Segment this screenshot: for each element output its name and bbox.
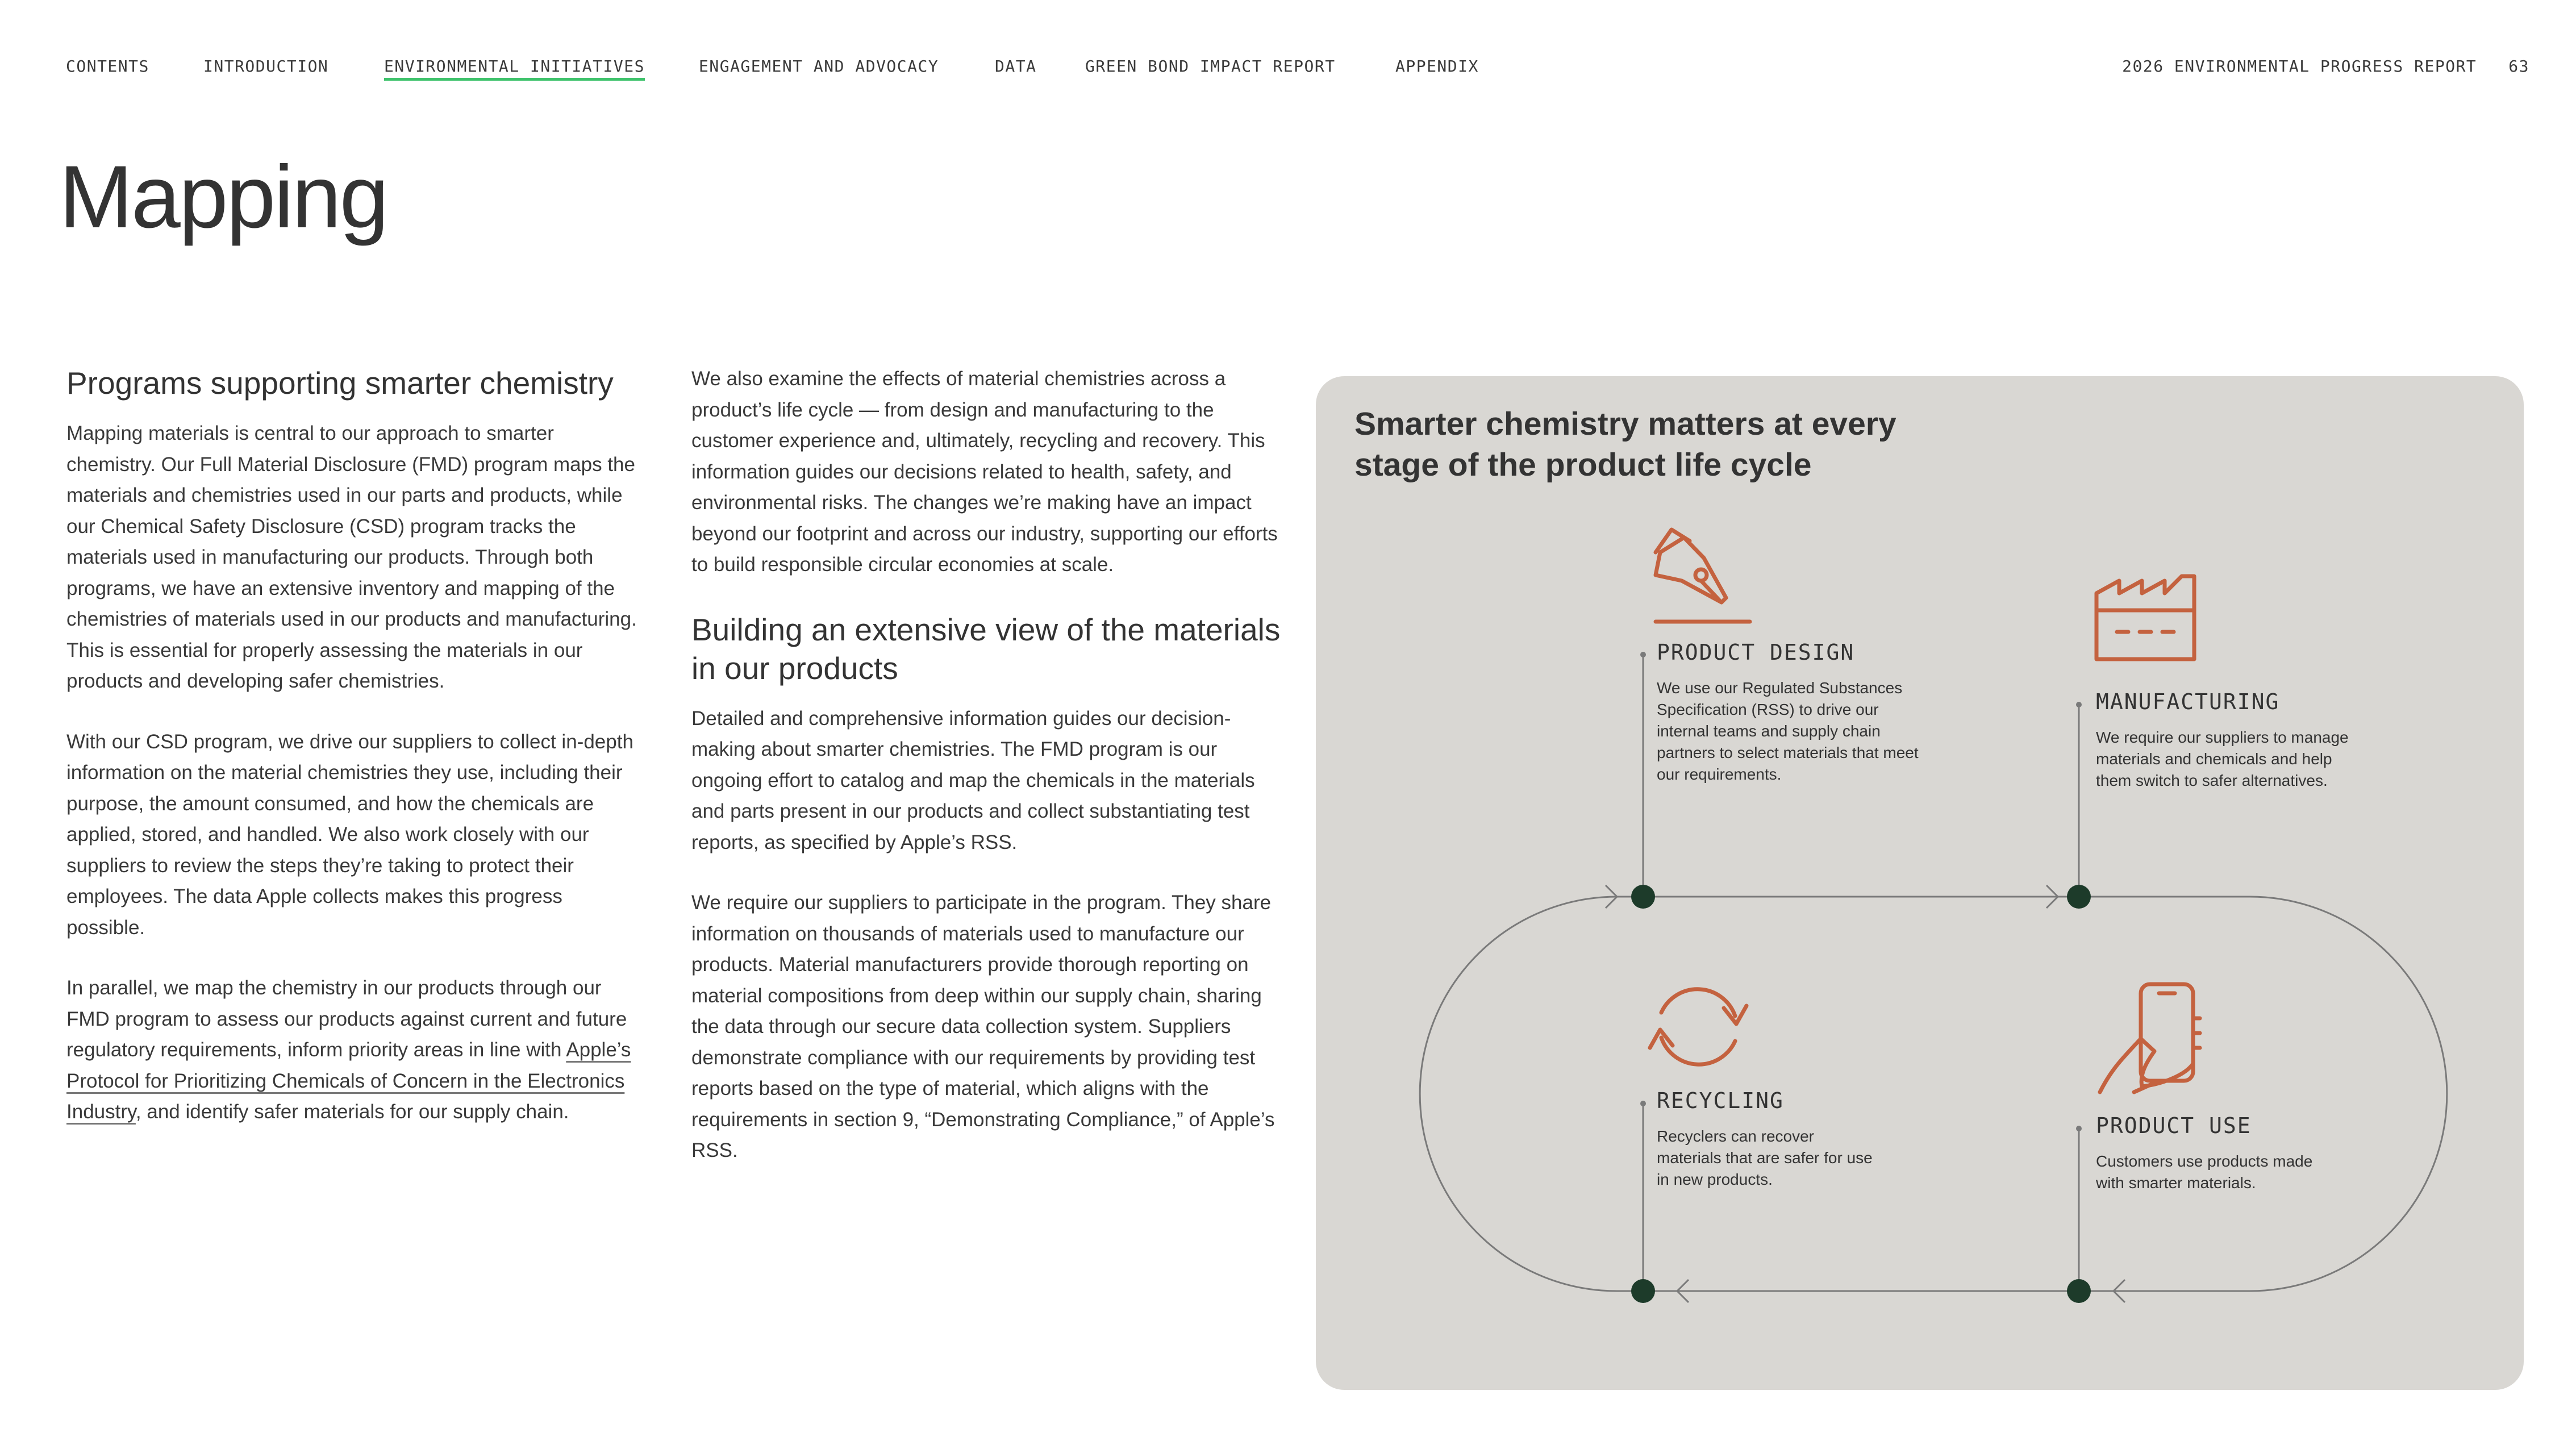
stage-description: We require our suppliers to manage materials and chemicals and help them switch to safer alternatives. <box>2096 728 2349 789</box>
stage-recycling <box>1657 1088 1952 1190</box>
stem-dot <box>2076 1126 2082 1131</box>
stem-dot <box>2076 702 2082 707</box>
programs-paragraph-3 <box>66 973 646 1128</box>
page-number: 63 <box>2508 57 2529 76</box>
panel-title: Smarter chemistry matters at every stage of the product life cycle <box>1354 406 1896 483</box>
stage-label: PRODUCT DESIGN <box>1657 640 1855 665</box>
column-programs <box>66 364 646 1157</box>
programs-paragraph-1: Mapping materials is central to our approach to smarter chemistry. Our Full Material Disclosure (FMD) program maps the materials and chemistries used in our parts and products, while our Chemical Safety Disclosure (CSD) program tracks the materials used in manufacturing our products. Through both programs, we have an extensive inventory and mapping of the chemistries of materials used in our products and manufacturing. This is essential for properly assessing the materials in our products and developing safer chemistries. <box>66 422 637 692</box>
recycle-icon <box>1650 989 1746 1064</box>
column-materials <box>691 364 1282 1196</box>
node-manufacturing <box>2067 885 2091 909</box>
nav-data[interactable]: DATA <box>995 57 1037 76</box>
report-header <box>2090 57 2529 76</box>
stage-product-use <box>2096 1113 2391 1194</box>
life-cycle-panel <box>1316 376 2524 1390</box>
pen-icon <box>1656 530 1750 622</box>
node-product-use <box>2067 1279 2091 1303</box>
paragraph-text: In parallel, we map the chemistry in our products through our FMD program to assess our products against current and future regulatory requirements, inform priority areas in line with <box>66 977 627 1061</box>
stage-label: RECYCLING <box>1657 1088 1784 1113</box>
materials-paragraph-2: We require our suppliers to participate in the program. They share information on thousands of materials used to manufacture our products. Material manufacturers provide thorough reporting on material compositions from deep within our supply chain, sharing the data through our secure data collection system. Suppliers demonstrate compliance with our requirements by providing test reports based on the type of material, which aligns with the requirements in section 9, “Demonstrating Compliance,” of Apple’s RSS. <box>691 892 1275 1161</box>
stage-description: Recyclers can recover materials that are safer for use in new products. <box>1657 1127 1873 1188</box>
protocol-link[interactable]: Apple’s Protocol for Prioritizing Chemicals of Concern in the Electronics Industry <box>66 1039 631 1123</box>
report-title: 2026 ENVIRONMENTAL PROGRESS REPORT <box>2122 57 2477 76</box>
paragraph-text: , and identify safer materials for our supply chain. <box>135 1101 569 1123</box>
stage-label: PRODUCT USE <box>2096 1113 2252 1138</box>
top-nav <box>66 57 2529 80</box>
flow-arc-left <box>1420 897 1643 1291</box>
nav-engagement-and-advocacy[interactable]: ENGAGEMENT AND ADVOCACY <box>699 57 939 76</box>
nav-appendix[interactable]: APPENDIX <box>1395 57 1479 76</box>
programs-paragraph-2: With our CSD program, we drive our suppliers to collect in-depth information on the material chemistries they use, including their purpose, the amount consumed, and how the chemicals are applied, stored, and handled. We also work closely with our suppliers to review the steps they’re taking to protect their employees. The data Apple collects makes this progress possible. <box>66 730 633 939</box>
stem-dot <box>1640 1101 1646 1106</box>
node-recycling <box>1631 1279 1655 1303</box>
factory-icon <box>2096 576 2194 659</box>
materials-heading: Building an extensive view of the materials in our products <box>691 611 1281 686</box>
stage-label: MANUFACTURING <box>2096 689 2280 714</box>
stage-manufacturing <box>2096 689 2391 792</box>
stage-product-design <box>1657 640 1952 785</box>
lifecycle-paragraph: We also examine the effects of material chemistries across a product’s life cycle — from design and manufacturing to the customer experience and, ultimately, recycling and recovery. This information guides our decisions related to health, safety, and environmental risks. The changes we’re making have an impact beyond our footprint and across our industry, supporting our efforts to build responsible circular economies at scale. <box>691 368 1278 576</box>
materials-paragraph-1: Detailed and comprehensive information guides our decision-making about smarter chemistries. The FMD program is our ongoing effort to catalog and map the chemicals in the materials and parts present in our products and collect substantiating test reports, as specified by Apple’s RSS. <box>691 707 1255 853</box>
life-cycle-diagram <box>1316 376 2524 1390</box>
stage-description: Customers use products made with smarter materials. <box>2096 1152 2313 1192</box>
stem-dot <box>1640 652 1646 657</box>
nav-introduction[interactable]: INTRODUCTION <box>203 57 329 76</box>
node-product-design <box>1631 885 1655 909</box>
page-title: Mapping <box>59 148 387 247</box>
nav-contents[interactable]: CONTENTS <box>66 57 149 76</box>
nav-green-bond-impact-report[interactable]: GREEN BOND IMPACT REPORT <box>1085 57 1336 76</box>
programs-heading: Programs supporting smarter chemistry <box>66 365 614 401</box>
stage-description: We use our Regulated Substances Specification (RSS) to drive our internal teams and supply chain partners to select materials that meet our requirements. <box>1657 679 1919 783</box>
nav-environmental-initiatives[interactable]: ENVIRONMENTAL INITIATIVES <box>384 57 645 81</box>
hand-phone-icon <box>2100 984 2200 1092</box>
